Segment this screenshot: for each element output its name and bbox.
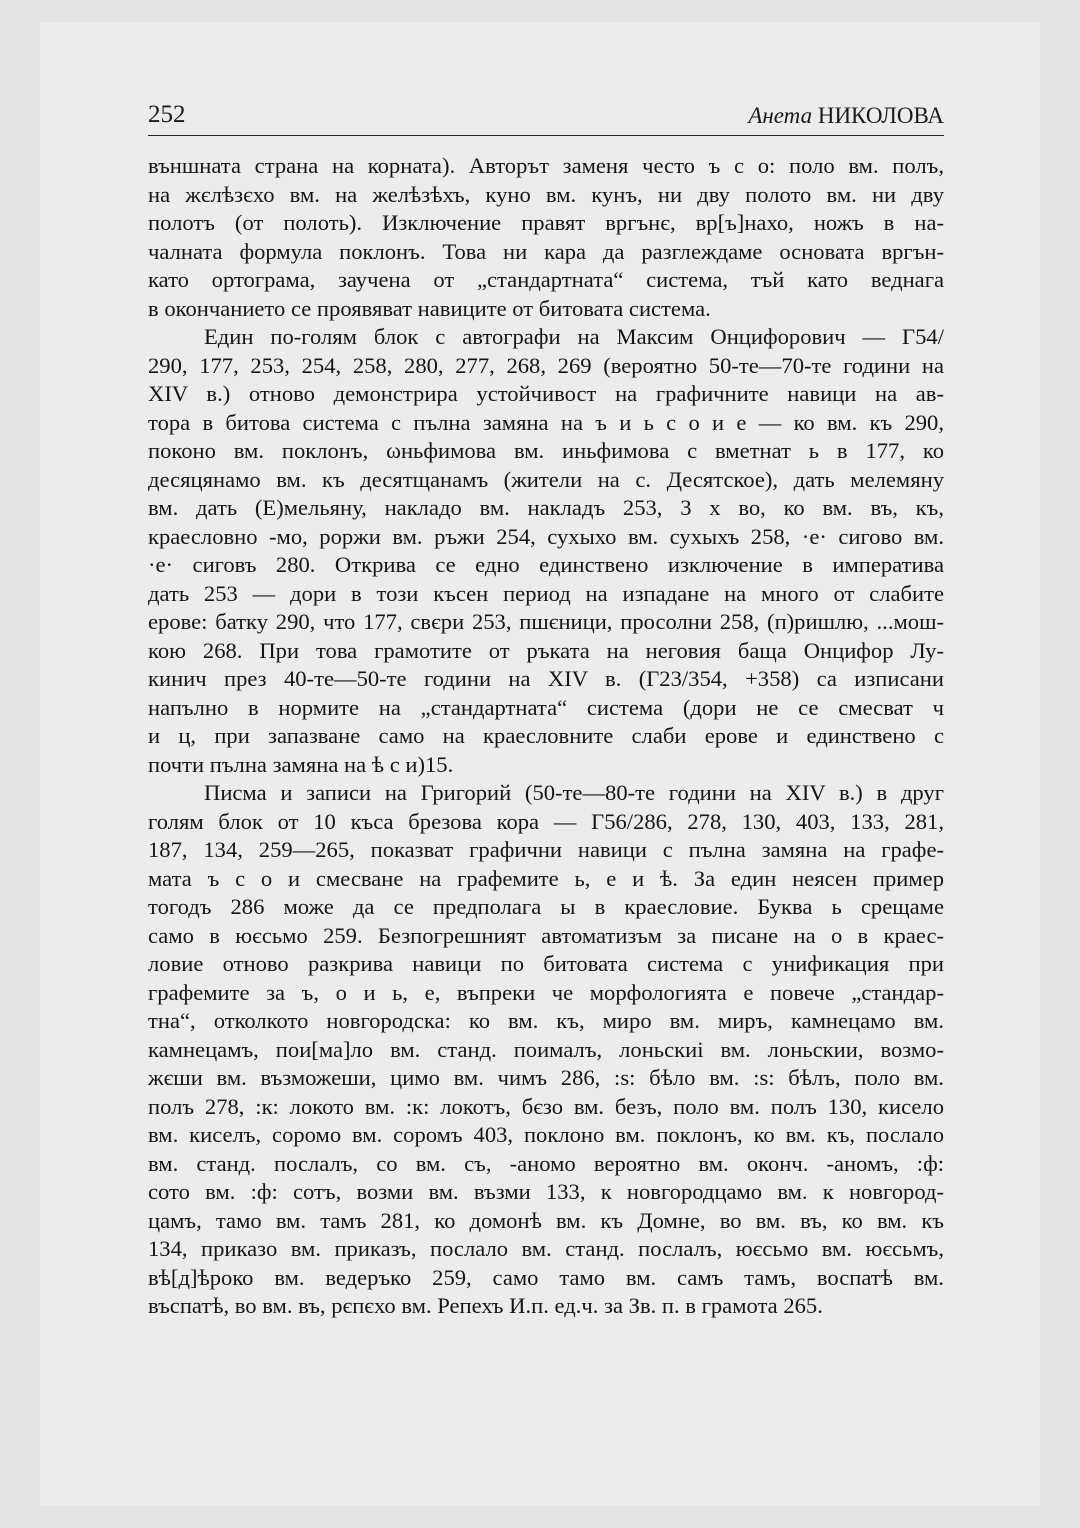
paragraph [148,152,944,323]
text-line: жєши вм. възможеши, цимо вм. чимъ 286, :s: бѣло вм. :s: бѣлъ, поло вм. [148,1065,944,1090]
text-line: графемите за ъ, о и ь, е, въпреки че морфологията е повече „стандар- [148,979,944,1005]
text-line: тогодъ 286 може да се предполага ы в краесловие. Буква ь срещаме [148,894,944,919]
text-line: вм. дать (Е)мельяну, накладо вм. накладъ 253, 3 х во, ко вм. въ, къ, [148,495,944,520]
text-line: сото вм. :ф: сотъ, возми вм. възми 133, к новгородцамо вм. к новгород- [148,1179,944,1204]
text-line: и ц, при запазване само на краесловните слаби ерове и единствено с [148,723,944,748]
text-line: вѣ[д]ѣроко вм. ведеръко 259, само тамо вм. самъ тамъ, воспатѣ вм. [148,1264,944,1290]
text-line: Един по-голям блок с автографи на Максим Онцифорович — Г54/ [204,324,944,349]
text-line: вм. киселъ, соромо вм. соромъ 403, поклоно вм. поклонъ, ко вм. къ, послало [148,1122,944,1147]
author-given-name: Анета [748,103,813,128]
text-line: тна“, отколкото новгородска: ко вм. къ, миро вм. миръ, камнецамо вм. [148,1008,944,1033]
text-line: кинич през 40-те—50-те години на XIV в. (Г23/354, +358) са изписани [148,666,944,691]
paragraph [148,779,944,1321]
text-line: кою 268. При това грамотите от ръката на неговия баща Онцифор Лу- [148,637,944,663]
text-line: 290, 177, 253, 254, 258, 280, 277, 268, 269 (вероятно 50-те—70-те години на [148,352,944,378]
text-line: вм. станд. послалъ, со вм. съ, -аномо вероятно вм. оконч. -аномъ, :ф: [148,1150,944,1176]
text-line: тора в битова система с пълна замяна на ъ и ь с о и е — ко вм. къ 290, [148,409,944,435]
text-line: чалната формула поклонъ. Това ни кара да разглеждаме основата вргън- [148,238,944,264]
body-text [148,152,944,1321]
running-head-author [748,103,944,129]
text-line: десяцянамо вм. къ десятщанамъ (жители на с. Десятское), дать мелемяну [148,466,944,492]
text-line: в окончанието се проявяват навиците от битовата система. [148,295,711,321]
text-line: XIV в.) отново демонстрира устойчивост на графичните навици на ав- [148,381,944,406]
text-line: голям блок от 10 къса брезова кора — Г56/286, 278, 130, 403, 133, 281, [148,808,944,834]
author-family-name: НИКОЛОВА [817,103,944,128]
text-line: Писма и записи на Григорий (50-те—80-те години на XIV в.) в друг [204,780,944,805]
text-line: цамъ, тамо вм. тамъ 281, ко домонѣ вм. къ Домне, во вм. въ, ко вм. къ [148,1207,944,1233]
text-line: напълно в нормите на „стандартната“ система (дори не се смесват ч [148,694,944,720]
text-line: ·е· сиговъ 280. Открива се едно единствено изключение в императива [148,552,944,577]
text-line: само в юєсьмо 259. Безпогрешният автоматизъм за писане на о в краес- [148,922,944,948]
running-header [148,101,944,136]
text-line: почти пълна замяна на ѣ с и)15. [148,751,454,777]
text-line: 187, 134, 259—265, показват графични навици с пълна замяна на графе- [148,837,944,862]
text-line: мата ъ с о и смесване на графемите ь, е и ѣ. За един неясен пример [148,865,944,891]
text-line: на жєлѣзєхо вм. на желѣзѣхъ, куно вм. кунъ, ни дву полото вм. ни дву [148,181,944,207]
text-line: ерове: батку 290, что 177, свєри 253, пшєници, просолни 258, (п)ришлю, ...мош- [148,609,944,634]
text-line: краесловно -мо, роржи вм. ръжи 254, сухыхо вм. сухыхъ 258, ·е· сигово вм. [148,523,944,549]
text-line: ловие отново разкрива навици по битовата система с унификация при [148,951,944,976]
text-line: дать 253 — дори в този късен период на изпадане на много от слабите [148,580,944,606]
text-line: външната страна на корната). Авторът заменя често ъ с о: поло вм. полъ, [148,153,944,178]
text-line: полъ 278, :к: локото вм. :к: локотъ, бєзо вм. безъ, поло вм. полъ 130, киселo [148,1093,944,1119]
text-line: камнецамъ, пои[ма]ло вм. станд. поималъ, лоньскиі вм. лоньскии, возмо- [148,1036,944,1062]
text-line: полотъ (от полоть). Изключение правят вргънє, вр[ъ]нахо, ножъ в на- [148,210,944,235]
text-line: като ортограма, заучена от „стандартната“ система, тъй като веднага [148,267,944,292]
text-line: поконо вм. поклонъ, ωньфимова вм. иньфимова с вметнат ь в 177, ко [148,438,944,463]
paragraph [148,323,944,779]
text-line: въспатѣ, во вм. въ, рєпєхо вм. Репехъ И.п. ед.ч. за Зв. п. в грамота 265. [148,1293,823,1318]
page-number: 252 [148,101,186,128]
text-line: 134, приказо вм. приказъ, послало вм. станд. послалъ, юєсьмо вм. юєсьмъ, [148,1236,944,1261]
